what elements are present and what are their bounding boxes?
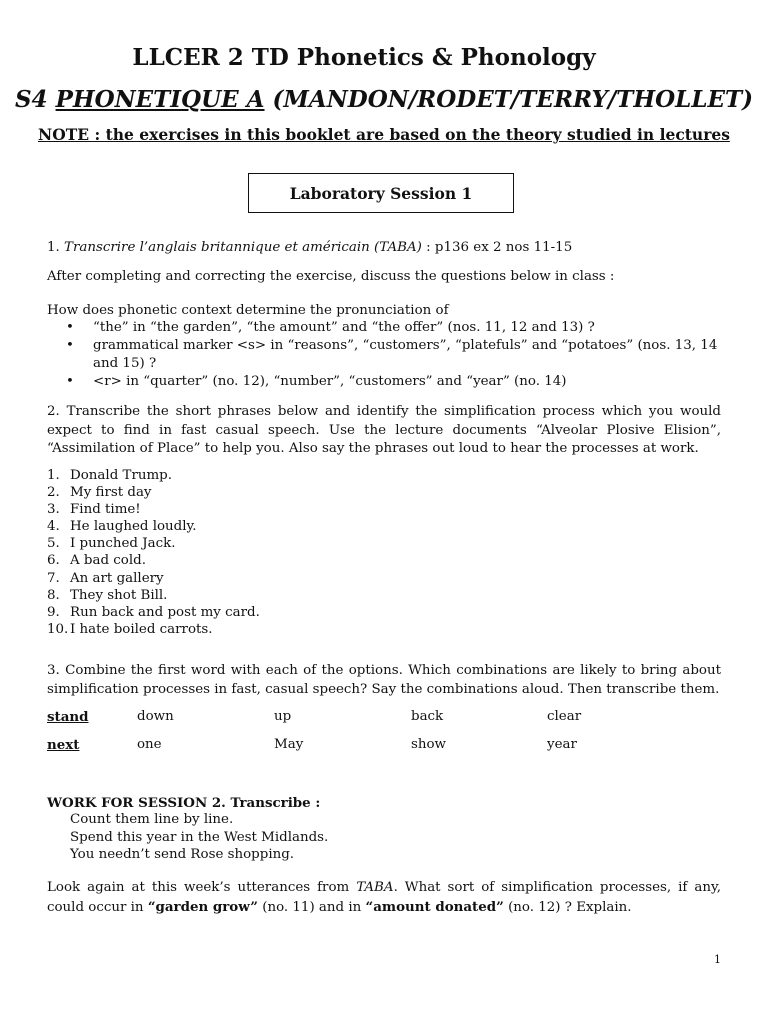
combo-first-word: next	[47, 737, 80, 753]
session-box	[248, 173, 514, 213]
exercise-1-question: How does phonetic context determine the pronunciation of	[47, 303, 449, 318]
item-text: An art gallery	[70, 570, 164, 586]
combo-option: clear	[547, 709, 582, 724]
combo-option: year	[547, 737, 577, 752]
final-text: Look again at this week’s utterances from	[47, 880, 357, 895]
bullet-text: grammatical marker <s> in “reasons”, “customers”, “platefuls” and “potatoes” (nos. 13, 14 and 15) ?	[93, 338, 718, 371]
list-item	[47, 570, 260, 587]
list-item	[47, 518, 260, 535]
work-line: Count them line by line.	[70, 812, 234, 827]
item-number: 6.	[47, 553, 60, 569]
work-session-2-heading: WORK FOR SESSION 2. Transcribe :	[47, 795, 321, 811]
session-box-label: Laboratory Session 1	[289, 183, 473, 203]
exercise-1-instruction: After completing and correcting the exercise, discuss the questions below in class :	[47, 269, 615, 284]
item-number: 2.	[47, 485, 60, 501]
note-line: NOTE : the exercises in this booklet are based on the theory studied in lectures	[38, 125, 730, 144]
exercise-3-text: 3. Combine the first word with each of the options. Which combinations are likely to bring about simplification processes in fast, casual speech? Say the combinations aloud. Then transcribe them.	[47, 663, 721, 697]
bullet-text: “the” in “the garden”, “the amount” and “the offer” (nos. 11, 12 and 13) ?	[93, 320, 595, 335]
item-number: 8.	[47, 587, 60, 603]
final-bold-phrase: “amount donated”	[365, 898, 504, 915]
ex1-reference: : p136 ex 2 nos 11-15	[421, 240, 573, 255]
list-item	[47, 535, 260, 552]
final-bold-phrase: “garden grow”	[147, 898, 258, 915]
final-text: . What sort of simplification processes, if any, could occur in	[47, 880, 722, 915]
item-text: They shot Bill.	[70, 587, 168, 603]
combo-option: back	[411, 709, 444, 724]
page-title: LLCER 2 TD Phonetics & Phonology	[132, 44, 596, 71]
list-item	[47, 587, 260, 604]
list-item	[66, 337, 726, 373]
item-text: A bad cold.	[70, 553, 146, 569]
item-text: I punched Jack.	[70, 536, 176, 552]
exercise-2-phrases	[47, 467, 260, 638]
list-item	[47, 484, 260, 501]
combo-option: one	[137, 737, 162, 752]
list-item	[66, 319, 726, 337]
final-question	[47, 879, 721, 917]
list-item	[47, 604, 260, 621]
final-text: (no. 12) ? Explain.	[503, 899, 632, 915]
work-lines	[70, 811, 328, 864]
item-number: 5.	[47, 536, 60, 552]
final-italic: TABA	[356, 880, 394, 895]
item-text: Run back and post my card.	[70, 604, 260, 620]
item-number: 9.	[47, 604, 60, 620]
list-item	[66, 373, 726, 391]
final-text: (no. 11) and in	[257, 899, 366, 915]
bullet-text: <r> in “quarter” (no. 12), “number”, “customers” and “year” (no. 14)	[93, 374, 567, 389]
item-number: 1.	[47, 468, 60, 483]
item-number: 7.	[47, 570, 60, 586]
item-text: My first day	[70, 485, 152, 501]
work-line: You needn’t send Rose shopping.	[70, 847, 295, 862]
page-number: 1	[714, 953, 721, 966]
combination-row-next	[47, 737, 747, 755]
work-line: Spend this year in the West Midlands.	[70, 829, 329, 845]
combo-option: May	[274, 737, 304, 752]
subtitle-prefix: S4	[14, 86, 56, 113]
combo-first-word: stand	[47, 709, 89, 725]
course-subtitle	[0, 86, 768, 113]
subtitle-suffix: (MANDON/RODET/TERRY/THOLLET)	[264, 86, 754, 113]
bullet-icon: •	[66, 374, 74, 389]
exercise-1-bullets	[66, 319, 726, 391]
combo-option: up	[274, 709, 292, 724]
list-item	[47, 501, 260, 518]
item-number: 10.	[47, 621, 69, 637]
item-text: Find time!	[70, 502, 141, 518]
combo-option: down	[137, 709, 174, 724]
combo-option: show	[411, 737, 447, 752]
list-item	[47, 621, 260, 638]
item-text: I hate boiled carrots.	[70, 621, 213, 637]
list-item	[47, 467, 260, 484]
item-number: 4.	[47, 519, 60, 535]
ex1-italic-title: Transcrire l’anglais britannique et américain (TABA)	[64, 240, 422, 255]
item-number: 3.	[47, 502, 60, 518]
combination-row-stand	[47, 709, 747, 727]
item-text: Donald Trump.	[70, 468, 172, 483]
exercise-1-heading	[47, 239, 572, 257]
bullet-icon: •	[66, 320, 74, 335]
ex1-number: 1.	[47, 240, 65, 255]
item-text: He laughed loudly.	[70, 519, 197, 535]
list-item	[47, 552, 260, 569]
bullet-icon: •	[66, 338, 74, 353]
exercise-2-text: 2. Transcribe the short phrases below and identify the simplification process which you would expect to find in fast casual speech. Use the lecture documents “Alveolar Plosive Elision”, “Assimilation of Place” to help you. Also say the phrases out loud to hear the processes at work.	[47, 404, 721, 457]
subtitle-underlined: PHONETIQUE A	[55, 86, 265, 113]
